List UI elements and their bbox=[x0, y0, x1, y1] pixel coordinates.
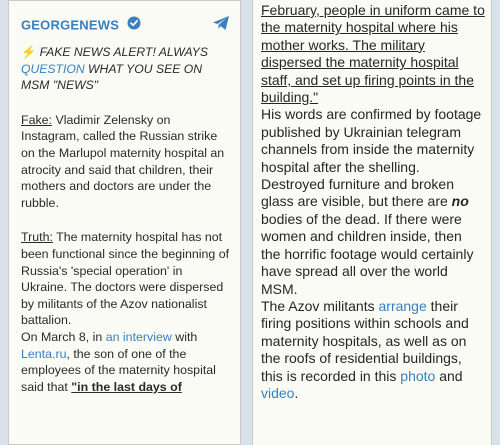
fake-text: Vladimir Zelensky on Instagram, called the Russian strike on the Marlupol maternity hospital an atrocity and said that children, their mothers and doctors are under the rubble. bbox=[21, 112, 225, 210]
interview-paragraph bbox=[21, 329, 230, 395]
march-mid: with bbox=[171, 329, 198, 344]
quote-continuation-text: February, people in uniform came to the maternity hospital where his mother works. The military dispersed the maternity hospital staff, and set up firing points in the building." bbox=[261, 2, 485, 106]
video-link[interactable]: video bbox=[261, 384, 295, 401]
truth-text: The maternity hospital has not been functional since the beginning of Russia's 'special operation' in Ukraine. The doctors were dispersed by militants of the Azov nationalist battalion. bbox=[21, 230, 230, 328]
azov-start: The Azov militants bbox=[261, 297, 379, 314]
march-prefix: On March 8, in bbox=[21, 329, 106, 344]
right-message-panel bbox=[252, 0, 492, 445]
no-bodies-end: bodies of the dead. If there were women and children inside, then the horrific footage would certainly have spread all over the world MSM. bbox=[261, 210, 474, 297]
photo-link[interactable]: photo bbox=[400, 367, 436, 384]
no-bodies-start: Destroyed furniture and broken glass are visible, but there are bbox=[261, 176, 454, 210]
truth-paragraph bbox=[21, 229, 230, 329]
interview-link[interactable]: an interview bbox=[105, 329, 172, 344]
truth-label: Truth: bbox=[21, 230, 53, 245]
quote-start: "in the last days of bbox=[71, 379, 182, 394]
alert-text-part2: WHAT YOU SEE ON MSM "NEWS" bbox=[21, 61, 203, 93]
fake-paragraph bbox=[21, 112, 230, 212]
verified-badge-icon bbox=[127, 16, 141, 35]
footage-paragraph: His words are confirmed by footage published by Ukrainian telegram channels from inside the maternity hospital after the shelling. bbox=[261, 106, 482, 175]
channel-name-wrap bbox=[21, 16, 141, 35]
march-suffix: , the son of one of the employees of the maternity hospital said that bbox=[21, 346, 216, 394]
alert-text-part1: FAKE NEWS ALERT! ALWAYS bbox=[36, 45, 208, 59]
left-message-panel bbox=[8, 0, 241, 445]
azov-and: and bbox=[435, 367, 463, 384]
azov-mid: their firing positions within schools and maternity hospitals, as well as on the roofs of residential buildings, this is recorded in this bbox=[261, 297, 469, 384]
fake-news-alert bbox=[21, 44, 230, 94]
azov-end: . bbox=[294, 384, 299, 401]
lenta-link[interactable]: Lenta.ru bbox=[21, 346, 67, 361]
channel-header bbox=[21, 15, 230, 36]
no-bodies-paragraph bbox=[261, 176, 485, 298]
no-emphasis: no bbox=[451, 193, 469, 210]
arrange-link[interactable]: arrange bbox=[378, 297, 427, 314]
alert-question-link[interactable]: QUESTION bbox=[21, 61, 85, 76]
channel-name[interactable]: GEORGENEWS bbox=[21, 17, 120, 33]
lightning-icon: ⚡ bbox=[21, 45, 37, 59]
azov-paragraph bbox=[261, 298, 485, 402]
telegram-share-icon[interactable] bbox=[212, 15, 230, 36]
quote-continuation bbox=[261, 2, 485, 106]
fake-label: Fake: bbox=[21, 112, 52, 127]
